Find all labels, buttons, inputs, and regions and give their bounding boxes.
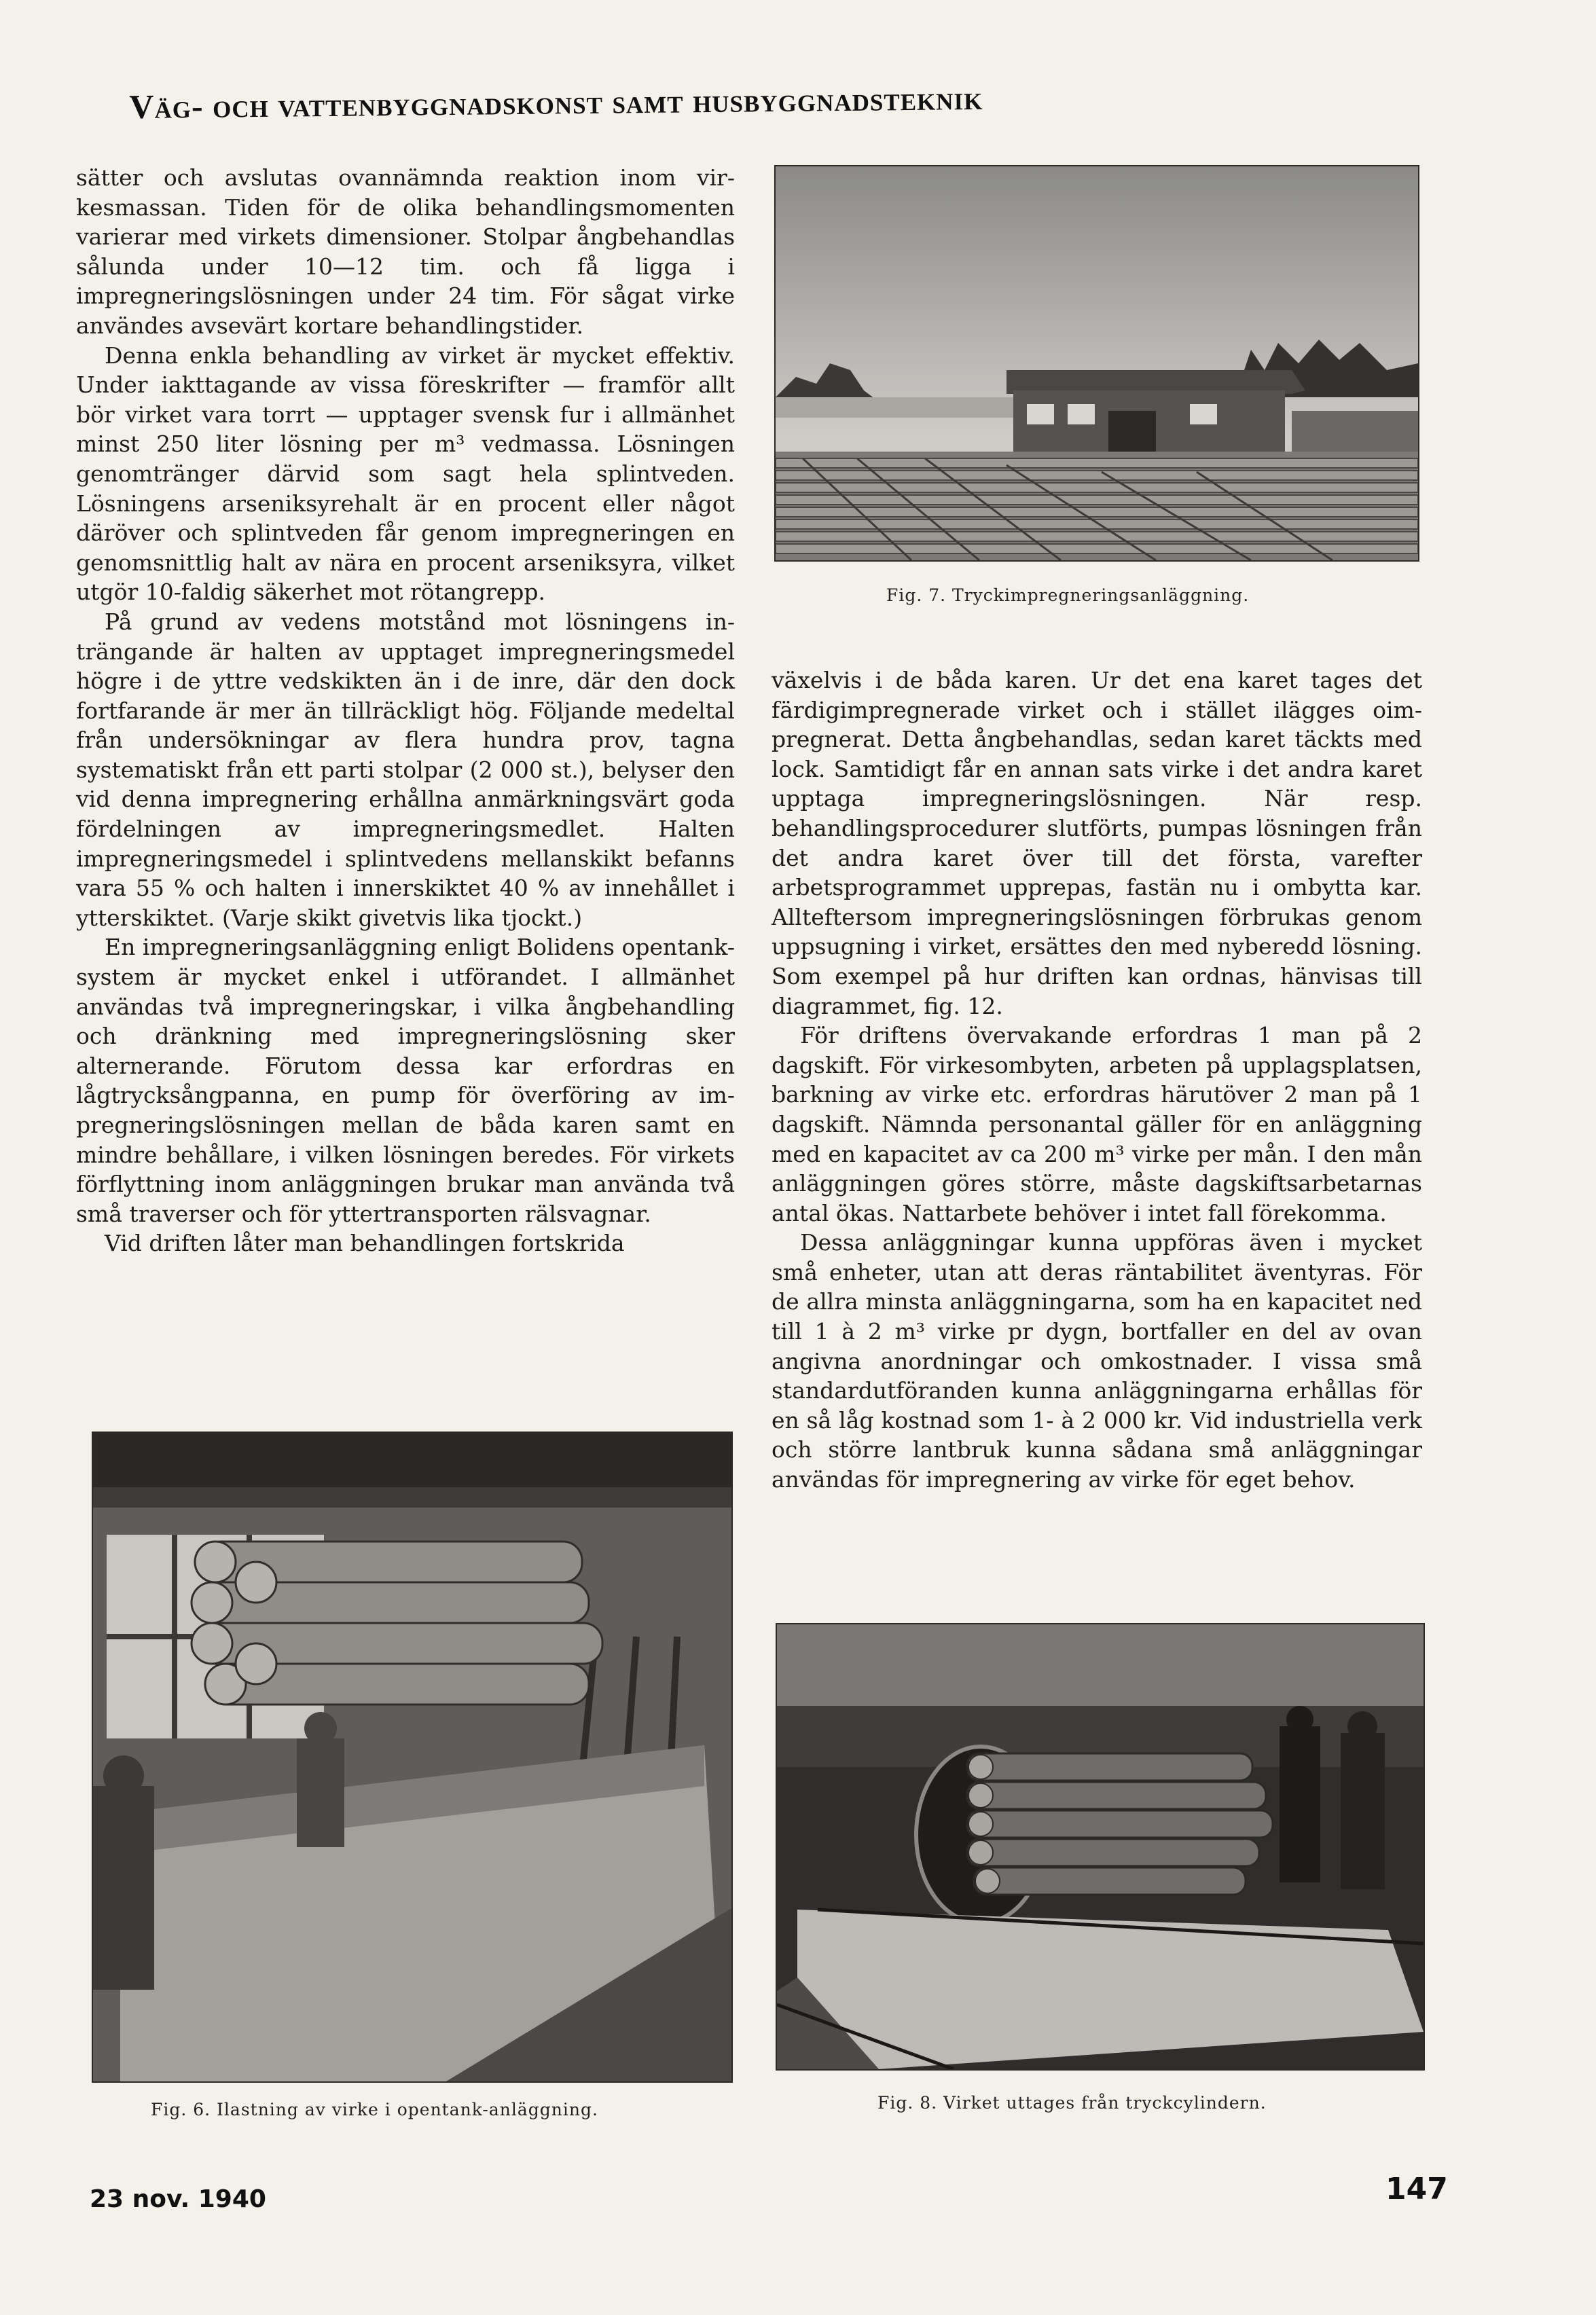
- page-number: 147: [1385, 2172, 1448, 2206]
- running-header: Väg- och vattenbyggnadskonst samt husbyggnadsteknik: [129, 78, 983, 126]
- fig7-photo: [774, 165, 1419, 562]
- paragraph: På grund av vedens motstånd mot lösningens inträngande är halten av upptaget impregneringsmedel högre i de yttre vedskikten än i de inre, där den dock fortfarande är mer än tillräckligt hög. Följande medeltal från undersökningar av flera hundra prov, tagna systematiskt från ett parti stolpar (2 000 st.), belyser den vid denna impregnering erhållna anmärkningsvärt goda fördelningen av impregneringsmedlet. Halten impregneringsmedel i splintvedens mellanskikt befanns vara 55 % och halten i innerskiktet 40 % av innehållet i ytterskiktet. (Varje skikt givetvis lika tjockt.): [76, 608, 735, 931]
- paragraph: Denna enkla behandling av virket är mycket effektiv. Under iakttagande av vissa föreskrifter — framför allt bör virket vara torrt — upptager svensk fur i allmänhet minst 250 liter lösning per m³ vedmassa. Lösningen genomtränger därvid som sagt hela splintveden. Lösningens arseniksyrehalt är en procent eller något däröver och splintveden får genom impregneringen en genomsnittlig halt av nära en procent arseniksyra, vilket utgör 10-faldig säkerhet mot rötangrepp.: [76, 342, 735, 606]
- paragraph: En impregneringsanläggning enligt Bolidens opentank-system är mycket enkel i utförandet. I allmänhet användas två impregneringskar, i vilka ångbehandling och dränkning med impregneringslösning sker alternerande. Förutom dessa kar erfordras en lågtrycksångpanna, en pump för överföring av impregneringslösningen mellan de båda karen samt en mindre behållare, i vilken lösningen beredes. För virkets förflyttning inom anläggningen brukar man använda två små traverser och för yttertransporten rälsvagnar.: [76, 934, 735, 1227]
- paragraph: växelvis i de båda karen. Ur det ena karet tages det färdigimpregnerade virket och i stället ilägges oimpregnerat. Detta ångbehandlas, sedan karet täckts med lock. Samtidigt får en annan sats virke i det andra karet upptaga impregneringslösningen. När resp. behandlingsprocedurer slutförts, pumpas lösningen från det andra karet över till det första, varefter arbetsprogrammet upprepas, fastän nu i ombytta kar. Allteftersom impregneringslösningen förbrukas genom uppsugning i virket, ersättes den med nyberedd lösning. Som exempel på hur driften kan ordnas, hänvisas till diagrammet, fig. 12.: [772, 667, 1422, 1019]
- right-text-column: [772, 666, 1422, 1495]
- left-text-column: [76, 163, 735, 1258]
- issue-date: 23 nov. 1940: [90, 2185, 266, 2213]
- paragraph: Vid driften låter man behandlingen fortskrida: [105, 1230, 625, 1257]
- paragraph: sätter och avslutas ovannämnda reaktion inom virkesmassan. Tiden för de olika behandlingsmomenten varierar med virkets dimensioner. Stolpar ångbehandlas sålunda under 10—12 tim. och få ligga i impregneringslösningen under 24 tim. För sågat virke användes avsevärt kortare behandlingstider.: [76, 164, 735, 339]
- paragraph: För driftens övervakande erfordras 1 man på 2 dagskift. För virkesombyten, arbeten på upplagsplatsen, barkning av virke etc. erfordras härutöver 2 man på 1 dagskift. Nämnda personantal gäller för en anläggning med en kapacitet av ca 200 m³ virke per mån. I den mån anläggningen göres större, måste dagskiftsarbetarnas antal ökas. Nattarbete behöver i intet fall förekomma.: [772, 1022, 1422, 1226]
- fig7-caption: Fig. 7. Tryckimpregneringsanläggning.: [886, 585, 1250, 605]
- fig8-photo: [776, 1623, 1425, 2071]
- paragraph: Dessa anläggningar kunna uppföras även i mycket små enheter, utan att deras räntabilitet äventyras. För de allra minsta anläggningarna, som ha en kapacitet ned till 1 à 2 m³ virke pr dygn, bortfaller en del av ovan angivna anordningar och omkostnader. I vissa små standardutföranden kunna anläggningarna erhållas för en så låg kostnad som 1- à 2 000 kr. Vid industriella verk och större lantbruk kunna sådana små anläggningar användas för impregnering av virke för eget behov.: [772, 1229, 1422, 1493]
- fig8-caption: Fig. 8. Virket uttages från tryckcylindern.: [877, 2093, 1267, 2113]
- fig6-caption: Fig. 6. Ilastning av virke i opentank-anläggning.: [151, 2100, 598, 2119]
- fig6-photo: [92, 1432, 733, 2083]
